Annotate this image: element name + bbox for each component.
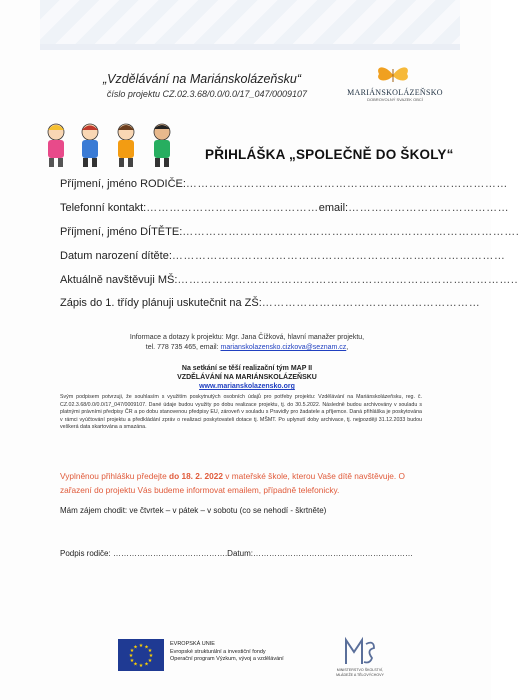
child-figure-4 [154,124,170,167]
field-parent-name[interactable] [60,178,508,194]
child-figure-3 [118,124,134,167]
msmt-line-1: MINISTERSTVO ŠKOLSTVÍ, [336,668,384,672]
team-website [92,383,402,390]
field-label: Příjmení, jméno DÍTĚTE: [60,226,183,238]
svg-text:★: ★ [147,658,153,664]
msmt-line-2: MLÁDEŽE A TĚLOVÝCHOVY [336,672,384,677]
field-child-name[interactable] [60,226,519,242]
msmt-emblem-icon [342,636,378,666]
form-title: PŘIHLÁŠKA „SPOLEČNĚ DO ŠKOLY“ [205,147,454,162]
field-label: Zápis do 1. třídy plánuji uskutečnit na ZŠ: [60,297,262,309]
field-label: Datum narození dítěte: [60,250,172,262]
eu-stars-icon [118,639,164,671]
msmt-text [330,668,390,677]
field-dots: ……………………………………… [146,202,319,214]
eu-funding-text [170,641,330,664]
svg-text:★: ★ [144,661,149,668]
field-label: Příjmení, jméno RODIČE: [60,178,186,190]
field-birth-date[interactable] [60,250,506,266]
notice-deadline: do 18. 2. 2022 [169,471,223,481]
field-primary-school[interactable] [60,297,481,313]
interest-days[interactable]: Mám zájem chodit: ve čtvrtek – v pátek – v sobotu (co se nehodí - škrtněte) [60,506,327,515]
svg-text:★: ★ [138,643,144,649]
field-phone-email[interactable] [60,202,510,218]
signature-line[interactable] [60,549,430,558]
consent-paragraph: Svým podpisem potvrzuji, že souhlasím s využitím poskytnutých osobních údajů pro potřeby projektu: Vzdělávání na Mariánskolázeňsku, reg. č. CZ.02.3.68/0.0/0.0/17_047/0009107. Dané údaje budou využity po dobu realizace projektu, tj. do 30.5.2022. Následně budou archivovány v souladu s platnými právními předpisy ČR a po dobu stanovenou předpisy EU, zároveň v souladu s Pravidly pro žadatele a příjemce. Daná přihláška je poskytována v rámci vyúčtování projektu a předkládání zpráv o realizaci poskytovateli dotace tj. MŠMT. Po uplynutí doby archivace, tj. nejpozději 31.12.2033 budou veškerá data skartována a smazána. [60,394,422,430]
svg-text:★: ★ [148,653,154,659]
contact-email-link[interactable]: marianskolazensko.cizkova@seznam.cz [220,344,347,351]
field-dots: ……………………………………………………………………………. [182,226,519,238]
svg-text:★: ★ [133,644,138,651]
contact-info-line-1: Informace a dotazy k projektu: Mgr. Jana Čížková, hlavní manažer projektu, [129,334,365,341]
logo-name: MARIÁNSKOLÁZEŇSKO [347,88,443,97]
svg-text:★: ★ [128,653,134,659]
signature-dots: ……………………………………. [112,549,228,558]
field-label: Aktuálně navštěvuji MŠ: [60,274,178,286]
svg-text:★: ★ [133,661,138,668]
svg-text:★: ★ [147,648,153,654]
project-title: „Vzdělávání na Mariánskolázeňsku“ [102,72,302,86]
marianskolazensko-logo [340,64,450,102]
eu-line-3: Operační program Výzkum, vývoj a vzdělávání [170,656,284,662]
date-dots: …………………………………………………… [252,549,413,558]
eu-line-1: EVROPSKÁ UNIE [170,641,215,647]
field-dots: …………………………………………………………………………….. [177,274,519,286]
butterfly-icon [373,64,413,86]
msmt-logo [330,636,390,682]
notice-part-2: v mateřské škole, kterou Vaše dítě navštěvuje. O zařazení do projektu Vás budeme informovat emailem, případně telefonicky. [60,471,405,495]
field-dots: ………………………………………………………………………… [185,178,508,190]
contact-suffix: , [346,344,349,351]
children-illustration [38,120,198,168]
field-label-email: email: [318,202,349,214]
notice-part-1: Vyplněnou přihlášku předejte [60,471,170,481]
date-label: Datum: [227,549,253,558]
svg-text:★: ★ [138,663,144,669]
team-line-1: Na setkání se těší realizační tým MAP II [181,365,313,372]
team-line-2: VZDĚLÁVÁNÍ NA MARIÁNSKOLÁZEŇSKU [177,374,317,381]
child-figure-1 [48,124,64,167]
svg-text:★: ★ [144,644,149,651]
eu-flag-icon [118,639,164,671]
website-link[interactable]: www.marianskolazensko.org [199,383,295,390]
contact-info-line-2 [92,344,402,351]
svg-text:★: ★ [129,658,135,664]
logo-subtitle: DOBROVOLNÝ SVAZEK OBCÍ [367,97,423,102]
field-dots-email: …………………………………… [348,202,510,214]
decorative-header-band [40,0,460,50]
child-figure-2 [82,124,98,167]
contact-prefix: tel. 778 735 465, email: [145,344,221,351]
field-dots: ………………………………………………… [261,297,481,309]
field-dots: …………………………………………………………………………… [171,250,506,262]
project-number: číslo projektu CZ.02.3.68/0.0/0.0/17_047/0009107 [106,89,308,99]
field-current-kindergarten[interactable] [60,274,519,290]
eu-line-2: Evropské strukturální a investiční fondy [170,648,266,655]
submission-notice [60,469,430,497]
svg-text:★: ★ [129,648,135,654]
field-label: Telefonní kontakt: [60,202,147,214]
signature-label: Podpis rodiče: [60,549,111,558]
